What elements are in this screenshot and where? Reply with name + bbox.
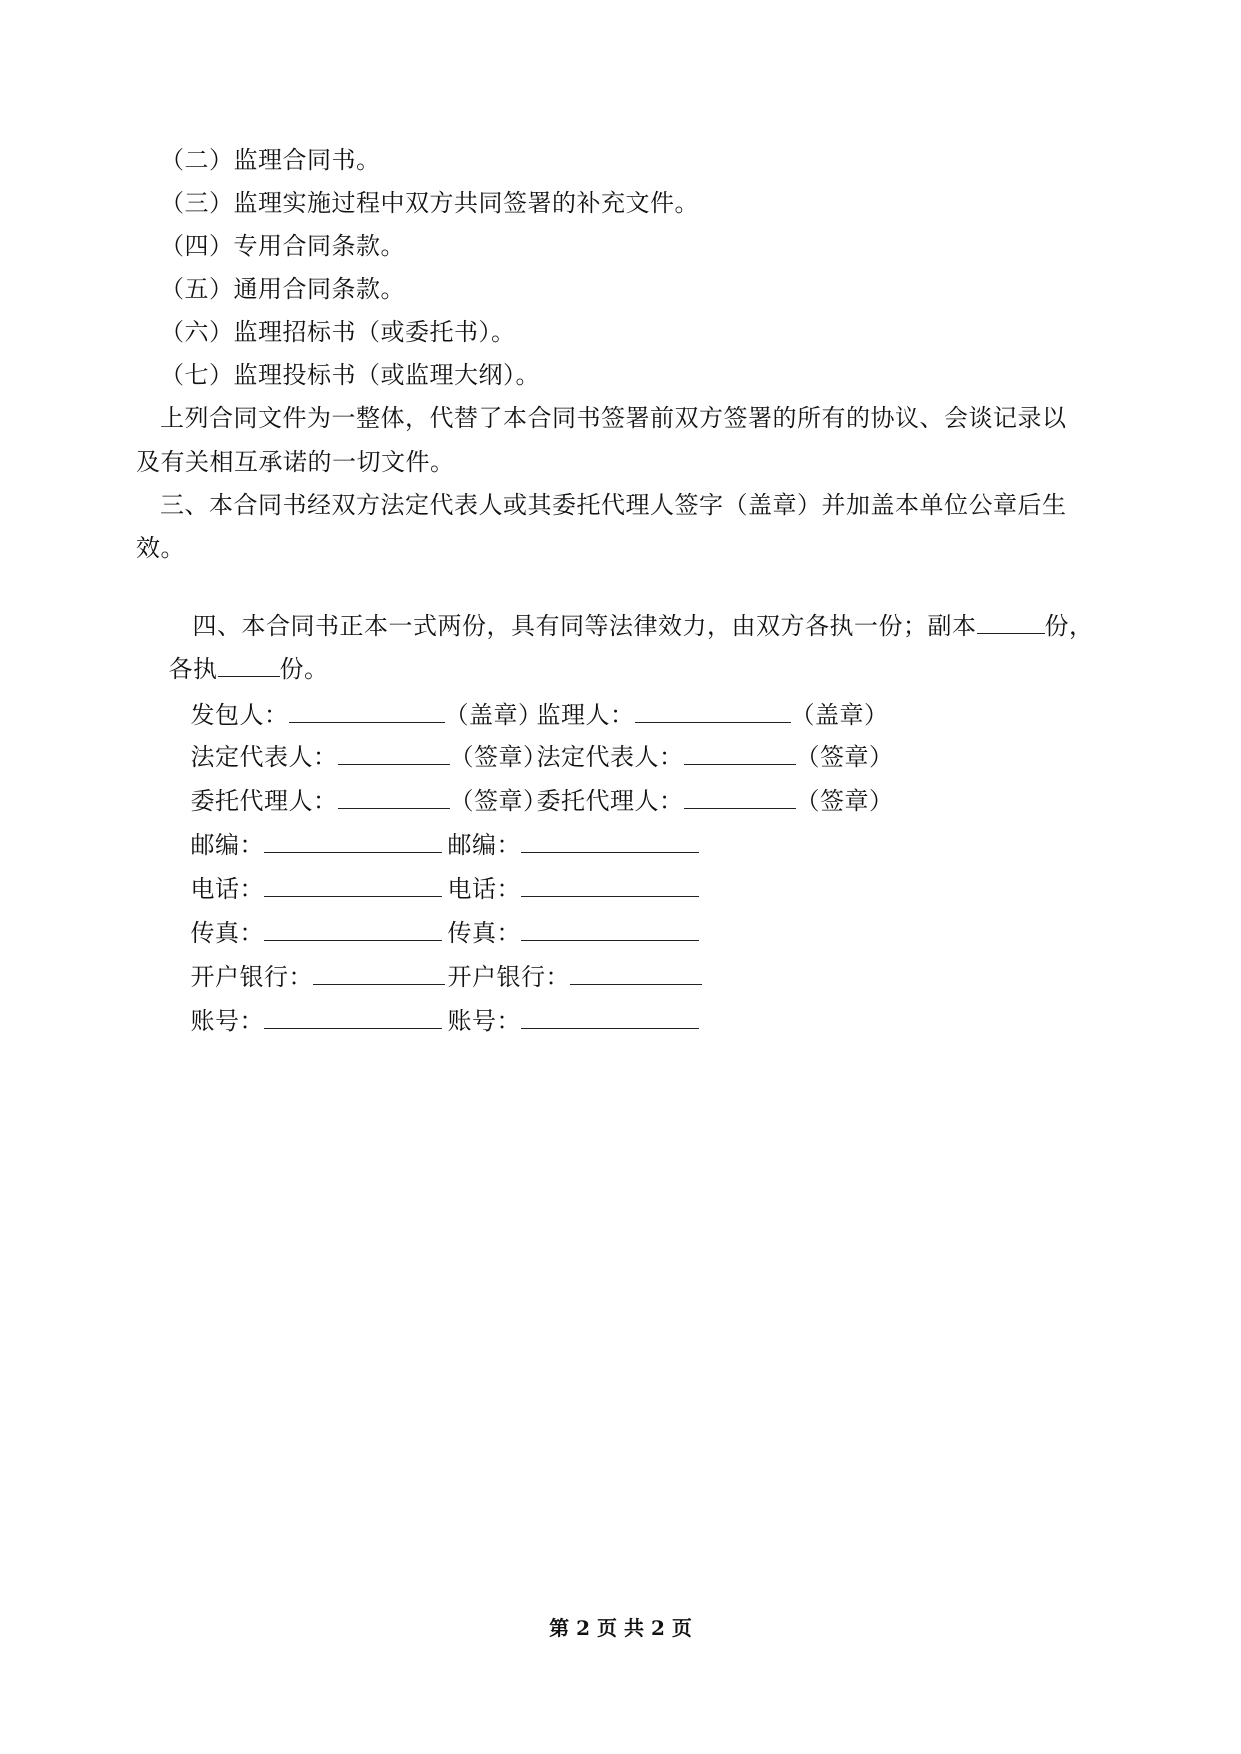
supervisor-agent-seal: （签章） [795,787,894,815]
issuer-seal-label: （盖章） [444,701,543,729]
supervisor-account-field[interactable] [521,1004,699,1029]
supervisor-account-label: 账号： [447,1007,522,1035]
supervisor-postcode-label: 邮编： [447,831,522,859]
list-item-5: （五）通用合同条款。 [160,275,405,303]
supervisor-account-row [415,970,699,1072]
issuer-agent-label: 委托代理人： [190,787,338,815]
issuer-bank-label: 开户银行： [190,963,314,991]
supervisor-label: 监理人： [536,701,635,729]
paragraph-effectiveness-line2: 效。 [136,534,185,562]
issuer-agent-seal: （签章） [449,787,548,815]
issuer-phone-label: 电话： [190,875,265,903]
list-item-6: （六）监理招标书（或委托书）。 [160,318,516,346]
page-footer: 第 2 页 共 2 页 [549,1616,692,1640]
supervisor-legal-rep-label: 法定代表人： [536,743,684,771]
paragraph-copies-each: 各执 [168,655,218,683]
supervisor-phone-label: 电话： [447,875,522,903]
paragraph-contract-documents-line1: 上列合同文件为一整体，代替了本合同书签署前双方签署的所有的协议、会谈记录以 [160,404,1067,432]
paragraph-copies-unit: 份， [1044,612,1094,640]
issuer-account-label: 账号： [190,1007,265,1035]
supervisor-fax-label: 传真： [447,919,522,947]
paragraph-contract-documents-line2: 及有关相互承诺的一切文件。 [136,448,455,476]
issuer-legal-rep-seal: （签章） [449,743,548,771]
supervisor-agent-field[interactable] [684,784,796,809]
list-item-4: （四）专用合同条款。 [160,232,405,260]
supervisor-agent-label: 委托代理人： [536,787,684,815]
issuer-account-row [158,970,442,1072]
list-item-2: （二）监理合同书。 [160,146,381,174]
paragraph-copies-text: 四、本合同书正本一式两份，具有同等法律效力，由双方各执一份；副本 [192,612,977,640]
paragraph-effectiveness-line1: 三、本合同书经双方法定代表人或其委托代理人签字（盖章）并加盖本单位公章后生 [160,491,1067,519]
supervisor-legal-rep-seal: （签章） [795,743,894,771]
list-item-3: （三）监理实施过程中双方共同签署的补充文件。 [160,189,699,217]
supervisor-bank-label: 开户银行： [447,963,571,991]
copies-count-blank[interactable] [977,609,1045,634]
list-item-7: （七）监理投标书（或监理大纲）。 [160,361,540,389]
supervisor-seal-label: （盖章） [790,701,889,729]
paragraph-copies-each-unit: 份。 [279,655,329,683]
issuer-legal-rep-label: 法定代表人： [190,743,338,771]
issuer-fax-label: 传真： [190,919,265,947]
issuer-postcode-label: 邮编： [190,831,265,859]
issuer-label: 发包人： [190,701,289,729]
